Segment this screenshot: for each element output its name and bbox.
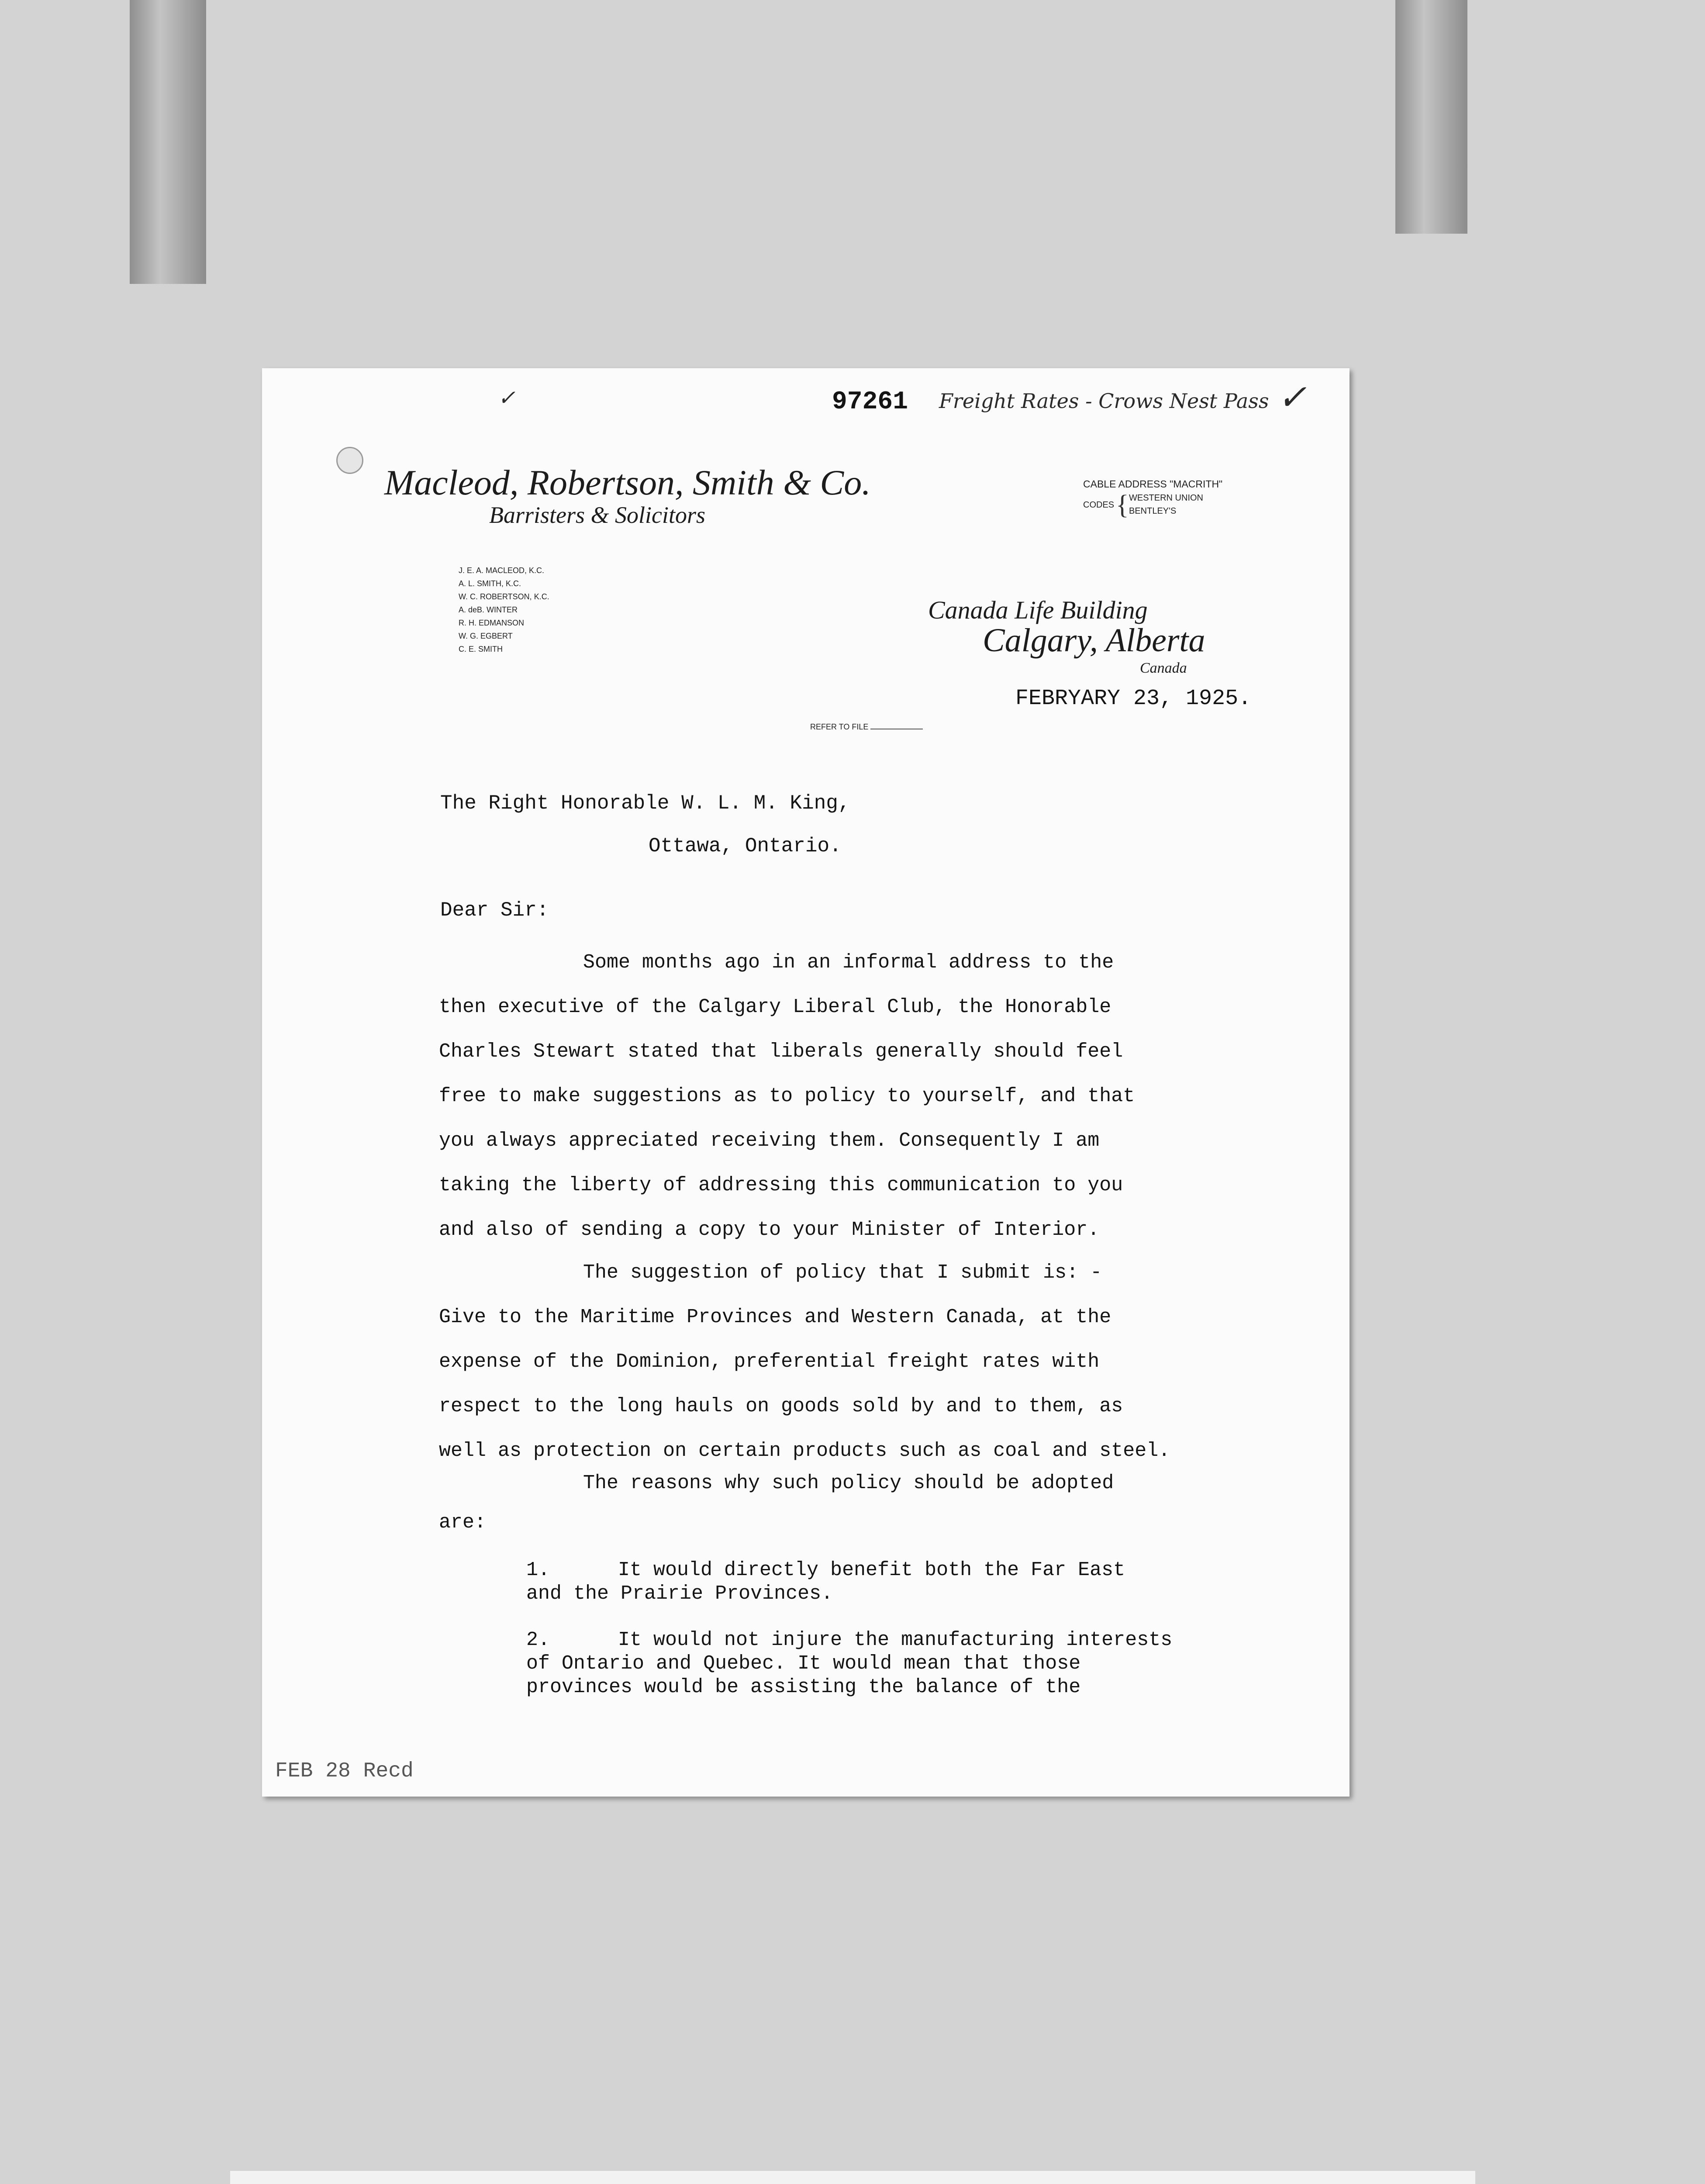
reason-line: It would directly benefit both the Far East: [618, 1559, 1125, 1581]
reason-line: It would not injure the manufacturing interests: [618, 1629, 1173, 1651]
paragraph-2: [439, 1251, 1291, 1473]
refer-to-file-label: REFER TO FILE: [810, 722, 869, 731]
partner: W. C. ROBERTSON, K.C.: [459, 592, 549, 601]
partner: W. G. EGBERT: [459, 632, 513, 640]
codes-label: CODES: [1083, 500, 1115, 510]
handwritten-note: Freight Rates - Crows Nest Pass: [939, 389, 1269, 413]
tape-top-left: [130, 0, 206, 284]
recipient-name: The Right Honorable W. L. M. King,: [440, 792, 850, 815]
firm-subtitle: Barristers & Solicitors: [489, 502, 706, 528]
reason-row: [439, 1676, 1172, 1699]
address-city: Calgary, Alberta: [983, 622, 1205, 659]
address-building: Canada Life Building: [928, 596, 1148, 624]
paragraph-1: [439, 940, 1291, 1252]
paragraph-line: expense of the Dominion, preferential freight rates with: [439, 1351, 1100, 1373]
paragraph-line: free to make suggestions as to policy to yourself, and that: [439, 1085, 1135, 1107]
reason-line: provinces would be assisting the balance of the: [526, 1676, 1081, 1698]
reason-1: [439, 1559, 1125, 1606]
paragraph-line: respect to the long hauls on goods sold by and to them, as: [439, 1395, 1123, 1417]
codes-brace: {: [1116, 490, 1129, 520]
reason-number: 2.: [526, 1629, 550, 1651]
punch-hole: [336, 447, 363, 474]
paragraph-line: then executive of the Calgary Liberal Club, the Honorable: [439, 996, 1111, 1018]
paragraph-line: well as protection on certain products such as coal and steel.: [439, 1440, 1170, 1462]
paragraph-line: The suggestion of policy that I submit is: -: [583, 1261, 1102, 1284]
paragraph-line: The reasons why such policy should be adopted: [583, 1472, 1114, 1494]
paragraph-3: [439, 1464, 1291, 1542]
code-bentleys: BENTLEY'S: [1129, 506, 1177, 516]
reason-2: [439, 1628, 1172, 1699]
paragraph-line: and also of sending a copy to your Minister of Interior.: [439, 1219, 1100, 1241]
letter-date: FEBRYARY 23, 1925.: [1015, 686, 1252, 711]
reason-row: [439, 1628, 1172, 1652]
firm-name: Macleod, Robertson, Smith & Co.: [384, 463, 871, 502]
reason-line: and the Prairie Provinces.: [526, 1583, 833, 1605]
refer-to-file: [810, 720, 923, 733]
cable-address: CABLE ADDRESS "MACRITH": [1083, 478, 1223, 490]
code-western-union: WESTERN UNION: [1129, 493, 1203, 503]
paragraph-line: Give to the Maritime Provinces and Western Canada, at the: [439, 1306, 1111, 1328]
address-country: Canada: [1140, 660, 1187, 676]
paragraph-line: taking the liberty of addressing this communication to you: [439, 1174, 1123, 1196]
paragraph-line: you always appreciated receiving them. Consequently I am: [439, 1130, 1100, 1152]
archive-card: [230, 2171, 1475, 2184]
reason-line: of Ontario and Quebec. It would mean that those: [526, 1652, 1081, 1675]
salutation: Dear Sir:: [440, 899, 549, 922]
file-number: 97261: [832, 388, 908, 416]
partner: J. E. A. MACLEOD, K.C.: [459, 566, 545, 575]
recipient-place: Ottawa, Ontario.: [649, 835, 842, 857]
reason-number: 1.: [526, 1559, 550, 1581]
partner: A. deB. WINTER: [459, 605, 518, 614]
letter-page: [262, 368, 1350, 1797]
paragraph-line: are:: [439, 1511, 487, 1534]
paragraph-line: Charles Stewart stated that liberals generally should feel: [439, 1040, 1123, 1063]
reason-row: [439, 1652, 1172, 1676]
reason-row: [439, 1559, 1125, 1582]
partner: R. H. EDMANSON: [459, 619, 525, 627]
tape-top-right: [1395, 0, 1467, 234]
reason-row: [439, 1582, 1125, 1606]
check-mark-right: ✓: [1277, 377, 1307, 418]
received-stamp: FEB 28 Recd: [275, 1759, 414, 1783]
check-mark-left: ✓: [498, 386, 516, 410]
partner: A. L. SMITH, K.C.: [459, 579, 521, 588]
paragraph-line: Some months ago in an informal address to the: [583, 951, 1114, 974]
partner: C. E. SMITH: [459, 645, 503, 653]
